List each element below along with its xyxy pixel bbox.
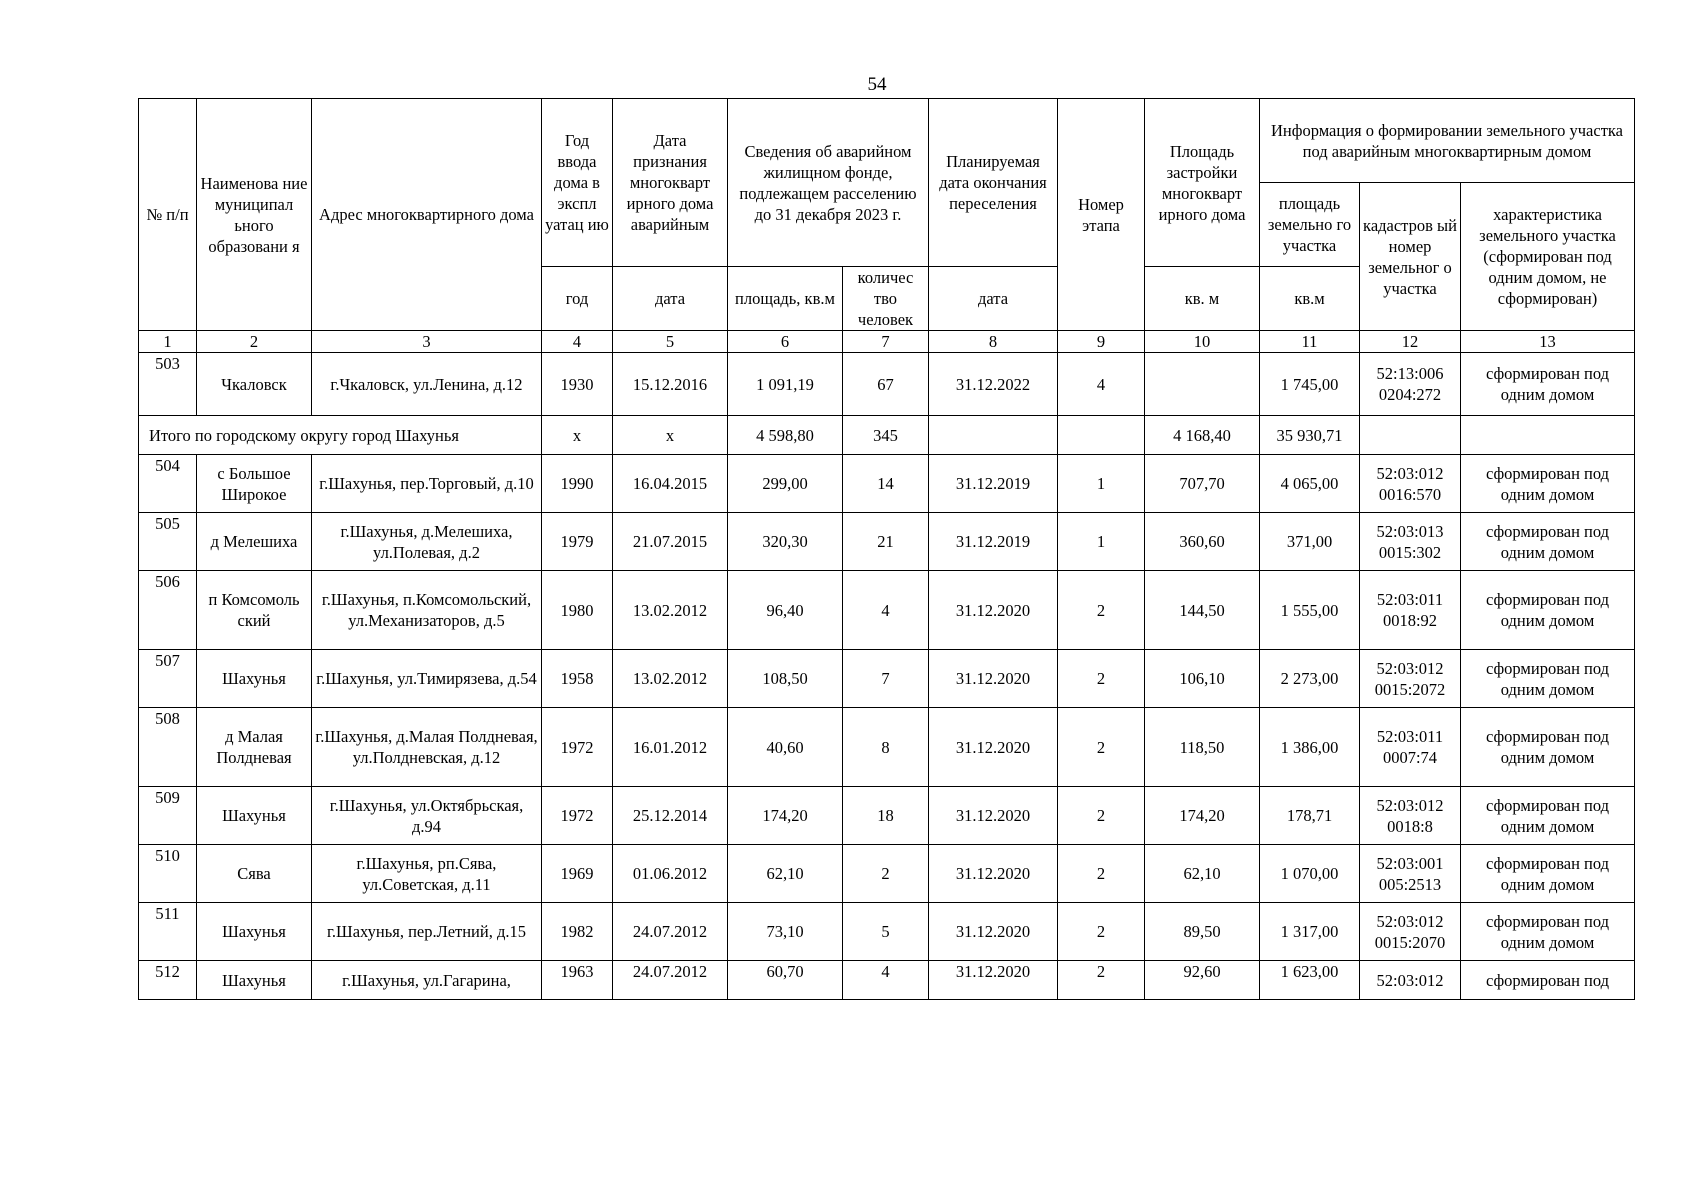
area: 4 598,80 [728,416,843,455]
land-characteristic: сформирован под одним домом [1461,353,1635,416]
cadastral-number: 52:03:001 005:2513 [1360,845,1461,903]
column-index: 8 [929,331,1058,353]
address: г.Шахунья, ул.Тимирязева, д.54 [312,650,542,708]
table-row [139,708,1635,787]
people: 345 [843,416,929,455]
table-row [139,650,1635,708]
planned-date: 31.12.2020 [929,650,1058,708]
year: 1930 [542,353,613,416]
row-number: 512 [139,961,197,1000]
people: 4 [843,571,929,650]
municipality: д Мелешиха [197,513,312,571]
planned-date: 31.12.2022 [929,353,1058,416]
planned-date: 31.12.2020 [929,903,1058,961]
stage: 2 [1058,650,1145,708]
year: 1972 [542,787,613,845]
recognition-date: 16.04.2015 [613,455,728,513]
column-index-row [139,331,1635,353]
column-index: 4 [542,331,613,353]
table-row [139,571,1635,650]
land-area: 1 555,00 [1260,571,1360,650]
municipality: Шахунья [197,787,312,845]
address: г.Шахунья, п.Комсомольский, ул.Механизаторов, д.5 [312,571,542,650]
area: 1 091,19 [728,353,843,416]
emergency-housing-table [138,98,1635,1000]
people: 14 [843,455,929,513]
land-characteristic: сформирован под одним домом [1461,513,1635,571]
area: 174,20 [728,787,843,845]
built-area: 106,10 [1145,650,1260,708]
recognition-date: 13.02.2012 [613,571,728,650]
municipality: Сява [197,845,312,903]
year: 1980 [542,571,613,650]
planned-date: 31.12.2019 [929,513,1058,571]
land-characteristic: сформирован под одним домом [1461,650,1635,708]
stage: 2 [1058,961,1145,1000]
area: 60,70 [728,961,843,1000]
recognition-date: 25.12.2014 [613,787,728,845]
stage: 2 [1058,903,1145,961]
planned-date: 31.12.2019 [929,455,1058,513]
municipality: Шахунья [197,903,312,961]
recognition-date: 01.06.2012 [613,845,728,903]
year: 1958 [542,650,613,708]
land-characteristic: сформирован под одним домом [1461,845,1635,903]
area: 320,30 [728,513,843,571]
year: 1990 [542,455,613,513]
built-area: 360,60 [1145,513,1260,571]
header-unit-plan-date: дата [929,267,1058,331]
cadastral-number: 52:03:012 0016:570 [1360,455,1461,513]
stage: 1 [1058,455,1145,513]
row-number: 509 [139,787,197,845]
people: 5 [843,903,929,961]
stage: 1 [1058,513,1145,571]
table-row [139,513,1635,571]
land-area: 1 070,00 [1260,845,1360,903]
column-index: 1 [139,331,197,353]
land-area: 371,00 [1260,513,1360,571]
built-area: 62,10 [1145,845,1260,903]
year: х [542,416,613,455]
municipality: д Малая Полдневая [197,708,312,787]
built-area: 174,20 [1145,787,1260,845]
municipality: Шахунья [197,650,312,708]
header-land-characteristic: характеристика земельного участка (сформирован под одним домом, не сформирован) [1461,183,1635,331]
column-index: 12 [1360,331,1461,353]
recognition-date: 13.02.2012 [613,650,728,708]
land-area: 35 930,71 [1260,416,1360,455]
recognition-date: 21.07.2015 [613,513,728,571]
land-area: 1 386,00 [1260,708,1360,787]
land-area: 1 745,00 [1260,353,1360,416]
people: 7 [843,650,929,708]
year: 1982 [542,903,613,961]
area: 40,60 [728,708,843,787]
built-area: 4 168,40 [1145,416,1260,455]
header-recognition-date: Дата признания многокварт ирного дома аварийным [613,99,728,267]
column-index: 7 [843,331,929,353]
row-number: 504 [139,455,197,513]
cadastral-number: 52:03:012 0015:2072 [1360,650,1461,708]
header-unit-land: кв.м [1260,267,1360,331]
land-characteristic: сформирован под одним домом [1461,455,1635,513]
land-characteristic: сформирован под одним домом [1461,903,1635,961]
area: 96,40 [728,571,843,650]
municipality: п Комсомоль ский [197,571,312,650]
header-unit-date: дата [613,267,728,331]
table-row [139,845,1635,903]
land-area: 4 065,00 [1260,455,1360,513]
cadastral-number: 52:03:012 0018:8 [1360,787,1461,845]
cadastral-number: 52:03:013 0015:302 [1360,513,1461,571]
people: 21 [843,513,929,571]
table-body [139,353,1635,1000]
address: г.Шахунья, ул.Октябрьская, д.94 [312,787,542,845]
people: 8 [843,708,929,787]
stage: 2 [1058,787,1145,845]
cadastral-number [1360,416,1461,455]
header-cadastral: кадастров ый номер земельног о участка [1360,183,1461,331]
land-characteristic: сформирован под одним домом [1461,571,1635,650]
column-index: 6 [728,331,843,353]
page-number: 54 [867,74,887,95]
column-index: 2 [197,331,312,353]
table-row [139,903,1635,961]
cadastral-number: 52:03:011 0018:92 [1360,571,1461,650]
stage [1058,416,1145,455]
year: 1979 [542,513,613,571]
summary-label: Итого по городскому округу город Шахунья [139,416,542,455]
people: 2 [843,845,929,903]
header-planned-date: Планируемая дата окончания переселения [929,99,1058,267]
header-unit-year: год [542,267,613,331]
column-index: 13 [1461,331,1635,353]
built-area: 144,50 [1145,571,1260,650]
cadastral-number: 52:03:012 0015:2070 [1360,903,1461,961]
planned-date: 31.12.2020 [929,961,1058,1000]
land-area: 178,71 [1260,787,1360,845]
recognition-date: 24.07.2012 [613,961,728,1000]
planned-date: 31.12.2020 [929,571,1058,650]
header-built-area: Площадь застройки многокварт ирного дома [1145,99,1260,267]
municipality: Чкаловск [197,353,312,416]
column-index: 3 [312,331,542,353]
column-index: 9 [1058,331,1145,353]
land-characteristic: сформирован под одним домом [1461,787,1635,845]
land-characteristic [1461,416,1635,455]
address: г.Шахунья, д.Мелешиха, ул.Полевая, д.2 [312,513,542,571]
people: 67 [843,353,929,416]
row-number: 507 [139,650,197,708]
header-people: количес тво человек [843,267,929,331]
land-area: 1 623,00 [1260,961,1360,1000]
recognition-date: 15.12.2016 [613,353,728,416]
area: 299,00 [728,455,843,513]
row-number: 511 [139,903,197,961]
cadastral-number: 52:03:011 0007:74 [1360,708,1461,787]
address: г.Шахунья, пер.Летний, д.15 [312,903,542,961]
planned-date: 31.12.2020 [929,787,1058,845]
built-area: 118,50 [1145,708,1260,787]
header-unit-built: кв. м [1145,267,1260,331]
stage: 2 [1058,708,1145,787]
header-number: № п/п [139,99,197,331]
recognition-date: х [613,416,728,455]
header-land-info: Информация о формировании земельного участка под аварийным многоквартирным домом [1260,99,1635,183]
year: 1969 [542,845,613,903]
built-area: 92,60 [1145,961,1260,1000]
row-number: 506 [139,571,197,650]
planned-date: 31.12.2020 [929,845,1058,903]
land-area: 2 273,00 [1260,650,1360,708]
built-area: 707,70 [1145,455,1260,513]
area: 108,50 [728,650,843,708]
header-year: Год ввода дома в экспл уатац ию [542,99,613,267]
stage: 2 [1058,571,1145,650]
row-number: 510 [139,845,197,903]
stage: 2 [1058,845,1145,903]
planned-date [929,416,1058,455]
municipality: Шахунья [197,961,312,1000]
row-number: 505 [139,513,197,571]
row-number: 508 [139,708,197,787]
area: 62,10 [728,845,843,903]
municipality: с Большое Широкое [197,455,312,513]
cadastral-number: 52:13:006 0204:272 [1360,353,1461,416]
header-stage: Номер этапа [1058,99,1145,331]
header-area: площадь, кв.м [728,267,843,331]
row-number: 503 [139,353,197,416]
column-index: 5 [613,331,728,353]
address: г.Шахунья, рп.Сява, ул.Советская, д.11 [312,845,542,903]
people: 4 [843,961,929,1000]
built-area [1145,353,1260,416]
summary-row [139,416,1635,455]
table-row [139,961,1635,1000]
land-area: 1 317,00 [1260,903,1360,961]
header-emergency-fund: Сведения об аварийном жилищном фонде, подлежащем расселению до 31 декабря 2023 г. [728,99,929,267]
table-row [139,455,1635,513]
address: г.Шахунья, д.Малая Полдневая, ул.Полдневская, д.12 [312,708,542,787]
recognition-date: 16.01.2012 [613,708,728,787]
header-land-area: площадь земельно го участка [1260,183,1360,267]
address: г.Чкаловск, ул.Ленина, д.12 [312,353,542,416]
planned-date: 31.12.2020 [929,708,1058,787]
address: г.Шахунья, пер.Торговый, д.10 [312,455,542,513]
column-index: 10 [1145,331,1260,353]
year: 1963 [542,961,613,1000]
land-characteristic: сформирован под [1461,961,1635,1000]
cadastral-number: 52:03:012 [1360,961,1461,1000]
table-header [139,99,1635,353]
table-row [139,353,1635,416]
header-municipality: Наименова ние муниципал ьного образовани я [197,99,312,331]
header-address: Адрес многоквартирного дома [312,99,542,331]
people: 18 [843,787,929,845]
table-row [139,787,1635,845]
recognition-date: 24.07.2012 [613,903,728,961]
column-index: 11 [1260,331,1360,353]
built-area: 89,50 [1145,903,1260,961]
stage: 4 [1058,353,1145,416]
address: г.Шахунья, ул.Гагарина, [312,961,542,1000]
area: 73,10 [728,903,843,961]
year: 1972 [542,708,613,787]
land-characteristic: сформирован под одним домом [1461,708,1635,787]
